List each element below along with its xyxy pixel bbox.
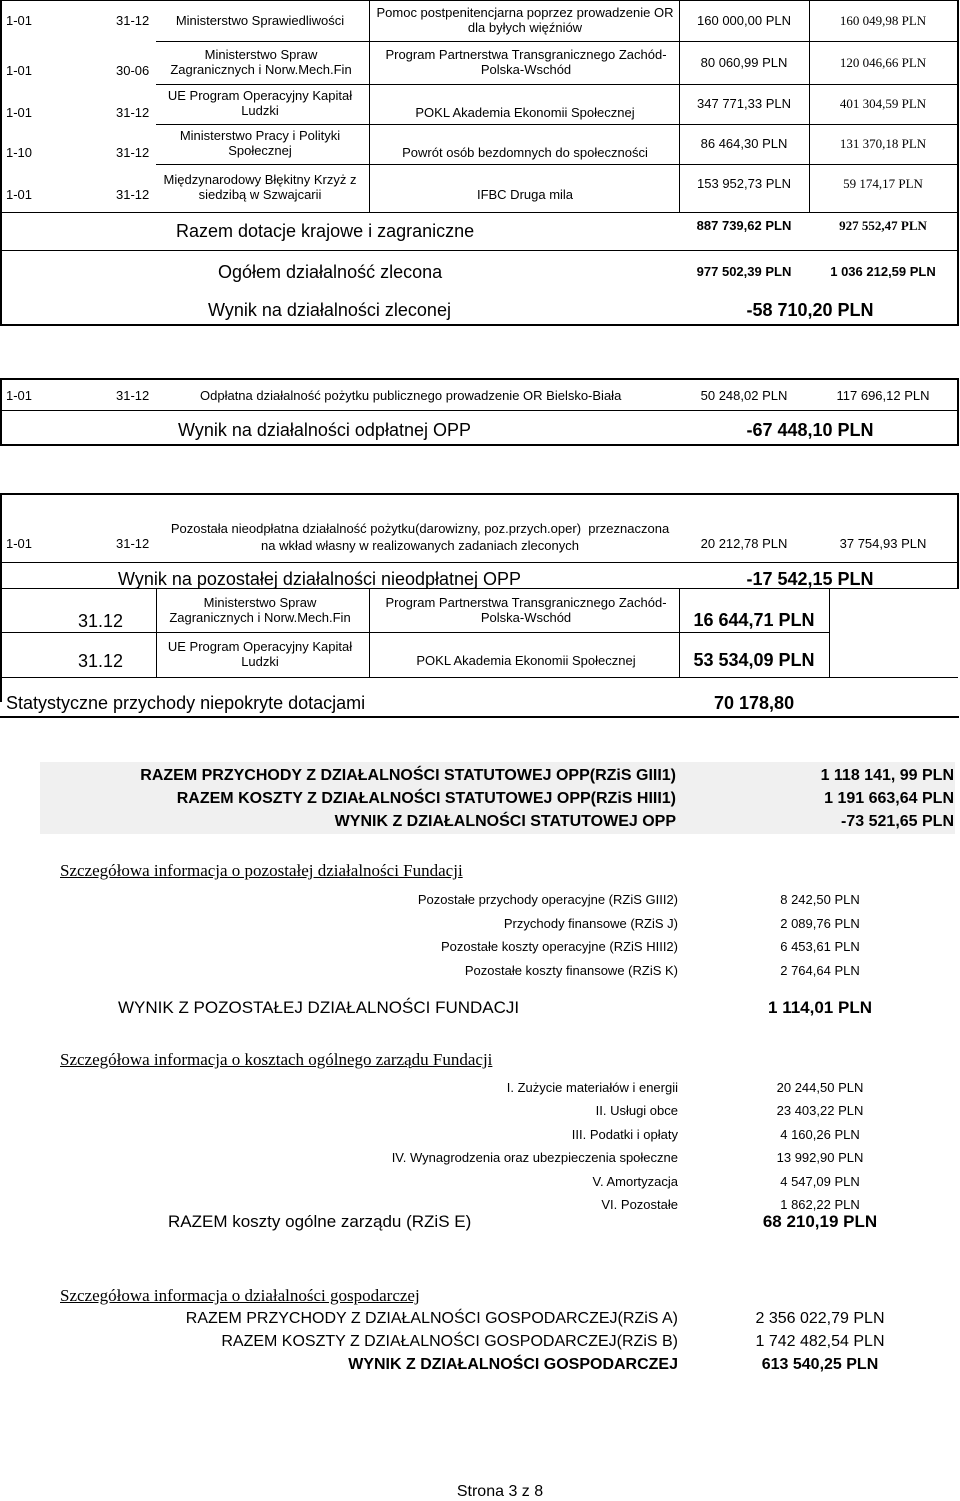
admin-row-label: IV. Wynagrodzenia oraz ubezpieczenia społeczne bbox=[391, 1150, 678, 1166]
grant-cost: 59 174,17 PLN bbox=[843, 175, 923, 191]
uncovered-amount: 16 644,71 PLN bbox=[693, 609, 815, 630]
uncovered-project: Program Partnerstwa Transgranicznego Zachód-Polska-Wschód bbox=[385, 595, 667, 625]
remaining-row-value: 8 242,50 PLN bbox=[780, 892, 860, 907]
grant-start: 1-01 bbox=[6, 186, 33, 202]
paid-end: 31-12 bbox=[116, 387, 150, 403]
grant-end: 31-12 bbox=[116, 186, 150, 202]
other-amount: 20 212,78 PLN bbox=[700, 535, 788, 551]
grant-amount: 347 771,33 PLN bbox=[697, 95, 791, 111]
uncovered-project: POKL Akademia Ekonomii Społecznej bbox=[416, 652, 636, 668]
admin-total-value: 68 210,19 PLN bbox=[762, 1212, 878, 1231]
grants-total-amount: 887 739,62 PLN bbox=[696, 217, 792, 233]
grants-overall-amount: 977 502,39 PLN bbox=[696, 263, 792, 279]
admin-row-label: I. Zużycie materiałów i energii bbox=[506, 1080, 678, 1095]
business-costs-value: 1 742 482,54 PLN bbox=[755, 1333, 885, 1350]
admin-row-value: 4 160,26 PLN bbox=[780, 1126, 860, 1142]
grants-result-value: -58 710,20 PLN bbox=[746, 299, 874, 320]
admin-row-label: III. Podatki i opłaty bbox=[571, 1126, 678, 1142]
grant-funder: UE Program Operacyjny Kapitał Ludzki bbox=[167, 88, 353, 118]
business-labels bbox=[40, 1307, 678, 1376]
grants-total-label: Razem dotacje krajowe i zagraniczne bbox=[176, 220, 475, 241]
paid-cost: 117 696,12 PLN bbox=[836, 387, 930, 403]
remaining-row-value: 2 089,76 PLN bbox=[780, 915, 860, 931]
stat-label: Statystyczne przychody niepokryte dotacjami bbox=[6, 692, 366, 713]
grant-start: 1-01 bbox=[6, 104, 33, 120]
statutory-result-label: WYNIK Z DZIAŁALNOŚCI STATUTOWEJ OPP bbox=[334, 813, 676, 830]
statutory-costs-value: 1 191 663,64 PLN bbox=[824, 790, 954, 807]
business-result-label: WYNIK Z DZIAŁALNOŚCI GOSPODARCZEJ bbox=[348, 1356, 678, 1373]
paid-start: 1-01 bbox=[6, 387, 33, 403]
remaining-row-value: 6 453,61 PLN bbox=[780, 939, 860, 954]
grant-amount: 80 060,99 PLN bbox=[700, 54, 788, 70]
remaining-row-label: Pozostałe koszty operacyjne (RZiS HIII2) bbox=[441, 939, 678, 954]
grant-end: 30-06 bbox=[116, 62, 150, 78]
grant-end: 31-12 bbox=[116, 12, 150, 28]
remaining-row-value: 2 764,64 PLN bbox=[780, 962, 860, 978]
stat-value: 70 178,80 bbox=[714, 692, 795, 713]
grant-cost: 120 046,66 PLN bbox=[839, 54, 927, 70]
page-number: Strona 3 z 8 bbox=[456, 1483, 544, 1500]
other-desc-line-2: na wkład własny w realizowanych zadaniach zleconych bbox=[261, 538, 579, 553]
other-desc-line-1: Pozostała nieodpłatna działalność pożytku(darowizny, poz.przych.oper) przeznaczona bbox=[170, 521, 670, 536]
remaining-heading: Szczegółowa informacja o pozostałej działalności Fundacji bbox=[60, 861, 463, 880]
grant-project: POKL Akademia Ekonomii Społecznej bbox=[415, 104, 635, 120]
remaining-row-label: Pozostałe koszty finansowe (RZiS K) bbox=[464, 962, 678, 978]
grant-cost: 401 304,59 PLN bbox=[839, 95, 927, 111]
admin-row-value: 1 862,22 PLN bbox=[780, 1197, 860, 1213]
other-end: 31-12 bbox=[116, 535, 150, 551]
grant-amount: 153 952,73 PLN bbox=[697, 175, 791, 191]
grant-project: Powrót osób bezdomnych do społeczności bbox=[402, 144, 648, 160]
uncovered-date: 31.12 bbox=[78, 610, 124, 631]
grant-cost: 131 370,18 PLN bbox=[839, 135, 927, 151]
business-income-label: RAZEM PRZYCHODY Z DZIAŁALNOŚCI GOSPODARCZEJ(RZiS A) bbox=[185, 1310, 678, 1327]
admin-row-label: II. Usługi obce bbox=[595, 1103, 678, 1119]
business-income-value: 2 356 022,79 PLN bbox=[755, 1310, 885, 1327]
uncovered-date: 31.12 bbox=[78, 650, 124, 671]
statutory-costs-label: RAZEM KOSZTY Z DZIAŁALNOŚCI STATUTOWEJ OPP(RZiS HIII1) bbox=[176, 790, 676, 807]
other-result-label: Wynik na pozostałej działalności nieodpłatnej OPP bbox=[118, 568, 522, 589]
admin-row-label: VI. Pozostałe bbox=[601, 1197, 678, 1213]
paid-amount: 50 248,02 PLN bbox=[700, 387, 788, 403]
remaining-values bbox=[740, 888, 900, 982]
business-result-value: 613 540,25 PLN bbox=[761, 1356, 879, 1373]
paid-result-label: Wynik na działalności odpłatnej OPP bbox=[178, 419, 471, 440]
grant-cost: 160 049,98 PLN bbox=[839, 12, 927, 28]
grant-start: 1-10 bbox=[6, 144, 33, 160]
grants-result-label: Wynik na działalności zleconej bbox=[208, 299, 451, 320]
remaining-row-label: Pozostałe przychody operacyjne (RZiS GIII2) bbox=[417, 892, 678, 907]
grant-start: 1-01 bbox=[6, 62, 33, 78]
grant-end: 31-12 bbox=[116, 144, 150, 160]
grant-amount: 160 000,00 PLN bbox=[697, 12, 791, 28]
remaining-row-label: Przychody finansowe (RZiS J) bbox=[503, 915, 678, 931]
grant-amount: 86 464,30 PLN bbox=[700, 135, 788, 151]
grant-funder: Międzynarodowy Błękitny Krzyż z siedzibą w Szwajcarii bbox=[163, 172, 357, 202]
grant-project: Program Partnerstwa Transgranicznego Zachód-Polska-Wschód bbox=[385, 47, 667, 77]
uncovered-funder: UE Program Operacyjny Kapitał Ludzki bbox=[167, 639, 353, 669]
admin-row-value: 4 547,09 PLN bbox=[780, 1173, 860, 1189]
admin-values bbox=[740, 1076, 900, 1216]
statutory-income-value: 1 118 141, 99 PLN bbox=[820, 767, 954, 784]
grant-end: 31-12 bbox=[116, 104, 150, 120]
other-start: 1-01 bbox=[6, 535, 33, 551]
remaining-result-label: WYNIK Z POZOSTAŁEJ DZIAŁALNOŚCI FUNDACJI bbox=[118, 998, 520, 1017]
statutory-values bbox=[700, 764, 954, 833]
remaining-labels bbox=[300, 888, 678, 982]
admin-labels bbox=[300, 1076, 678, 1216]
remaining-result-value: 1 114,01 PLN bbox=[768, 998, 872, 1017]
uncovered-funder: Ministerstwo Spraw Zagranicznych i Norw.Mech.Fin bbox=[169, 595, 351, 625]
grant-project: Pomoc postpenitencjarna poprzez prowadzenie OR dla byłych więźniów bbox=[376, 5, 674, 35]
grant-project: IFBC Druga mila bbox=[476, 186, 574, 202]
grant-funder: Ministerstwo Pracy i Polityki Społecznej bbox=[179, 128, 341, 158]
statutory-result-value: -73 521,65 PLN bbox=[841, 813, 954, 830]
uncovered-amount: 53 534,09 PLN bbox=[693, 649, 815, 670]
paid-desc: Odpłatna działalność pożytku publicznego prowadzenie OR Bielsko-Biała bbox=[200, 387, 622, 403]
admin-row-value: 13 992,90 PLN bbox=[776, 1150, 864, 1166]
grants-total-cost: 927 552,47 PLN bbox=[839, 217, 927, 233]
paid-result-value: -67 448,10 PLN bbox=[746, 419, 874, 440]
admin-row-value: 20 244,50 PLN bbox=[776, 1080, 864, 1095]
business-heading: Szczegółowa informacja o działalności gospodarczej bbox=[60, 1286, 420, 1305]
other-result-value: -17 542,15 PLN bbox=[746, 568, 874, 589]
business-values bbox=[720, 1307, 920, 1376]
grant-start: 1-01 bbox=[6, 12, 33, 28]
admin-heading: Szczegółowa informacja o kosztach ogólnego zarządu Fundacji bbox=[60, 1050, 493, 1069]
other-cost: 37 754,93 PLN bbox=[839, 535, 927, 551]
grants-overall-label: Ogółem działalność zlecona bbox=[218, 261, 443, 282]
admin-row-value: 23 403,22 PLN bbox=[776, 1103, 864, 1119]
grants-overall-cost: 1 036 212,59 PLN bbox=[830, 263, 936, 279]
admin-row-label: V. Amortyzacja bbox=[592, 1173, 678, 1189]
other-desc bbox=[160, 520, 680, 554]
grant-funder: Ministerstwo Spraw Zagranicznych i Norw.Mech.Fin bbox=[170, 47, 352, 77]
statutory-income-label: RAZEM PRZYCHODY Z DZIAŁALNOŚCI STATUTOWEJ OPP(RZiS GIII1) bbox=[140, 767, 676, 784]
admin-total-label: RAZEM koszty ogólne zarządu (RZiS E) bbox=[168, 1212, 472, 1231]
grant-funder: Ministerstwo Sprawiedliwości bbox=[175, 12, 345, 28]
business-costs-label: RAZEM KOSZTY Z DZIAŁALNOŚCI GOSPODARCZEJ(RZiS B) bbox=[221, 1333, 678, 1350]
statutory-labels bbox=[40, 764, 676, 833]
